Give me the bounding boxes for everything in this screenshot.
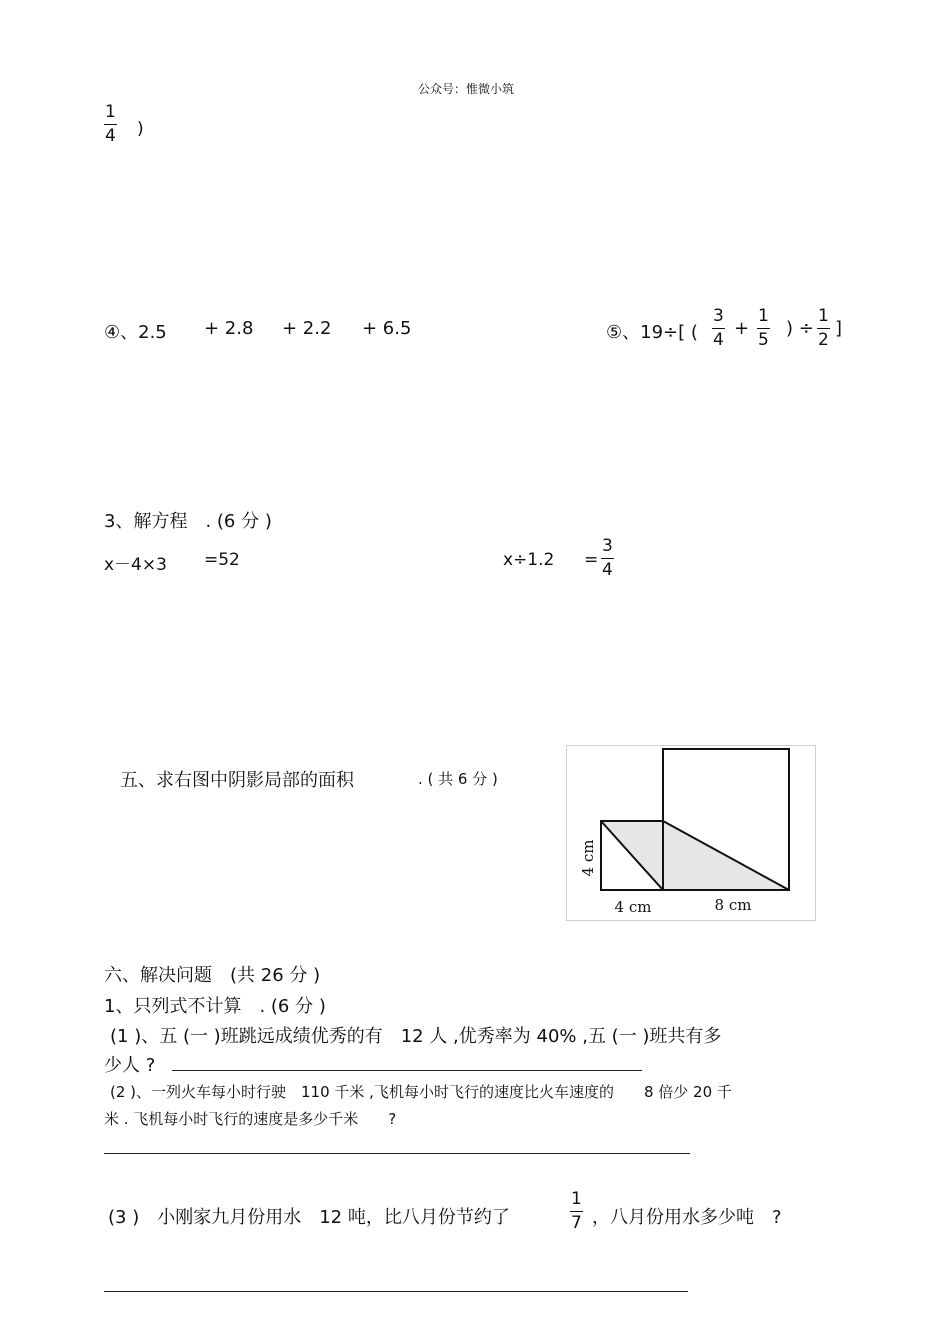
calc-item5-prefix: ⑤、19÷[ ( bbox=[606, 322, 698, 343]
calc-item5-fraction-1 bbox=[712, 308, 725, 349]
question-2-line-1: (2 )、一列火车每小时行驶 110 千米 ,飞机每小时飞行的速度比火车速度的 8 倍少 20 千 bbox=[110, 1083, 732, 1101]
calc-item4-label: ④、2.5 bbox=[104, 322, 167, 343]
label-height: 4 cm bbox=[579, 839, 597, 877]
calc-item5-fraction-2 bbox=[757, 308, 770, 349]
equation-2-equals: = bbox=[584, 550, 599, 570]
shaded-area-figure bbox=[566, 745, 816, 921]
question-1-line-1: (1 )、五 (一 )班跳远成绩优秀的有 12 人 ,优秀率为 40% ,五 (一 )班共有多 bbox=[110, 1026, 722, 1047]
question-2-line-2: 米 . 飞机每小时飞行的速度是多少千米 ? bbox=[104, 1110, 397, 1128]
calc-item5-plus: + bbox=[734, 318, 750, 339]
answer-line bbox=[104, 1153, 690, 1154]
calc-item5-suffix: ] bbox=[835, 318, 843, 339]
section5-title: 五、求右图中阴影局部的面积 bbox=[120, 770, 354, 791]
calc-item4-term: + 2.8 bbox=[204, 318, 254, 339]
section6-title: 六、解决问题 (共 26 分 ) bbox=[104, 965, 321, 986]
equation-2-fraction bbox=[601, 538, 614, 579]
fraction-denominator: 7 bbox=[571, 1213, 582, 1233]
fraction-numerator: 1 bbox=[758, 306, 769, 326]
question-3-prefix: (3 ) 小刚家九月份用水 12 吨，比八月份节约了 bbox=[108, 1207, 510, 1228]
fraction-denominator: 4 bbox=[713, 330, 724, 350]
equations-title: 3、解方程 . (6 分 ) bbox=[104, 511, 272, 532]
equation-1-right: =52 bbox=[204, 550, 240, 570]
fraction-denominator: 4 bbox=[105, 126, 116, 146]
fraction-denominator: 4 bbox=[602, 560, 613, 580]
fraction-numerator: 1 bbox=[571, 1189, 582, 1209]
figure-svg bbox=[567, 746, 815, 920]
answer-line bbox=[104, 1291, 688, 1292]
label-bottom-right: 8 cm bbox=[714, 896, 752, 914]
question-1-line-2: 少人 ? bbox=[104, 1055, 156, 1076]
equation-1-left: x－4×3 bbox=[104, 555, 167, 575]
fraction-numerator: 1 bbox=[105, 102, 116, 122]
header-watermark: 公众号：惟微小筑 bbox=[418, 82, 515, 96]
fraction-denominator: 2 bbox=[818, 330, 829, 350]
question-3-suffix: ，八月份用水多少吨 ? bbox=[592, 1207, 782, 1228]
top-close-paren: ) bbox=[137, 119, 144, 139]
question-3-fraction bbox=[570, 1191, 583, 1232]
fraction-denominator: 5 bbox=[758, 330, 769, 350]
section5-score: . ( 共 6 分 ) bbox=[418, 770, 498, 788]
fraction-numerator: 3 bbox=[713, 306, 724, 326]
calc-item4-term: + 2.2 bbox=[282, 318, 332, 339]
equation-2-left: x÷1.2 bbox=[503, 550, 555, 570]
top-fraction bbox=[104, 104, 117, 145]
calc-item5-mid: ) ÷ bbox=[786, 318, 814, 339]
calc-item5-fraction-3 bbox=[817, 308, 830, 349]
calc-item4-term: + 6.5 bbox=[362, 318, 412, 339]
fraction-numerator: 1 bbox=[818, 306, 829, 326]
label-bottom-left: 4 cm bbox=[614, 898, 652, 916]
answer-line bbox=[172, 1070, 642, 1071]
section6-sub1: 1、只列式不计算 . (6 分 ) bbox=[104, 996, 326, 1017]
fraction-numerator: 3 bbox=[602, 536, 613, 556]
